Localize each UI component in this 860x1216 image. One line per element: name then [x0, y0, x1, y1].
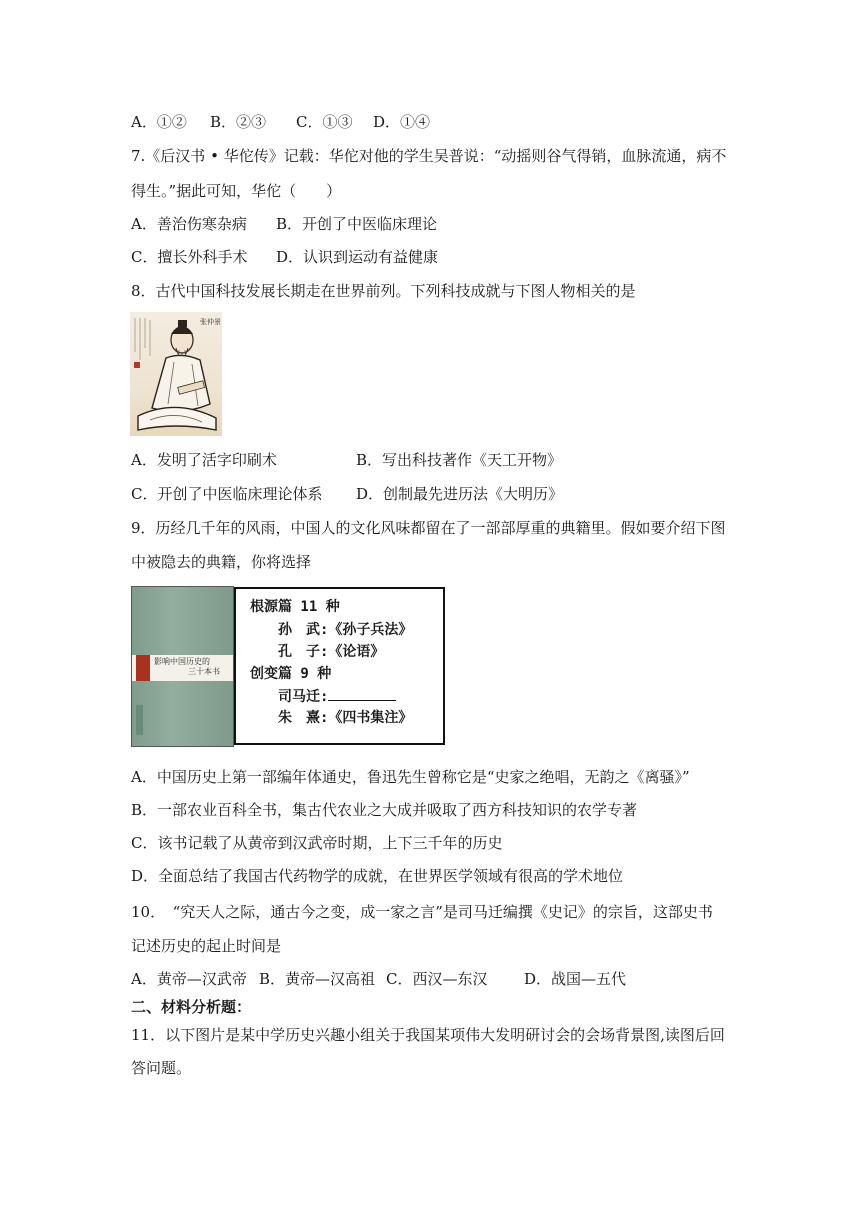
portrait-caption: 张仲景: [200, 318, 221, 326]
q8-option-d: D．创制最先进历法《大明历》: [356, 485, 564, 503]
book-red-mark: [136, 655, 150, 681]
section-2-heading: 二、材料分析题：: [131, 998, 252, 1016]
q8-option-a: A．发明了活字印刷术: [131, 451, 277, 469]
portrait-drawing: [130, 312, 222, 436]
q9-stem-line2: 中被隐去的典籍，你将选择: [131, 553, 312, 571]
toc-line-4: 创变篇 9 种: [250, 666, 332, 682]
toc-line-3: 孔 子:《论语》: [278, 644, 385, 660]
q7-stem-line2: 得生。”据此可知，华佗（ ）: [131, 182, 342, 200]
q10-option-a: A．黄帝—汉武帝: [131, 970, 247, 988]
book-contents-box: [234, 587, 445, 745]
q7-option-a: A．善治伤寒杂病: [131, 215, 247, 233]
toc-line-6: 朱 熹:《四书集注》: [278, 710, 413, 726]
q8-option-c: C．开创了中医临床理论体系: [131, 485, 323, 503]
portrait-image-zhang-zhongjing: [130, 312, 222, 436]
book-cover-image: [131, 586, 234, 747]
q9-option-d: D．全面总结了我国古代药物学的成就，在世界医学领域有很高的学术地位: [131, 867, 624, 885]
q9-option-a: A．中国历史上第一部编年体通史，鲁迅先生曾称它是“史家之绝唱，无韵之《离骚》”: [131, 768, 690, 786]
toc-line-2: 孙 武:《孙子兵法》: [278, 622, 413, 638]
q10-option-d: D．战国—五代: [524, 970, 627, 988]
book-title-1: 影响中国历史的: [154, 657, 210, 666]
q6-option-b: B．②③: [210, 113, 267, 131]
q6-option-d: D．①④: [373, 113, 431, 131]
toc-line-5: [278, 687, 396, 706]
q7-option-b: B．开创了中医临床理论: [276, 215, 438, 233]
q6-option-a: A．①②: [131, 113, 187, 131]
q10-option-c: C．西汉—东汉: [386, 970, 488, 988]
q7-stem-line1: 7.《后汉书 • 华佗传》记载：华佗对他的学生吴普说：“动摇则谷气得销，血脉流通，病不: [131, 147, 727, 165]
q11-stem-line2: 答问题。: [131, 1059, 192, 1077]
q9-option-b: B．一部农业百科全书，集古代农业之大成并吸取了西方科技知识的农学专著: [131, 801, 638, 819]
q8-stem: 8．古代中国科技发展长期走在世界前列。下列科技成就与下图人物相关的是: [131, 282, 636, 300]
toc-hidden-book-blank: [328, 687, 396, 701]
q10-option-b: B．黄帝—汉高祖: [259, 970, 376, 988]
q9-option-c: C．该书记载了从黄帝到汉武帝时期，上下三千年的历史: [131, 834, 503, 852]
toc-line-1: 根源篇 11 种: [250, 599, 340, 615]
q6-option-c: C．①③: [296, 113, 353, 131]
q7-option-d: D．认识到运动有益健康: [276, 248, 439, 266]
book-title-2: 三十本书: [188, 667, 220, 676]
q11-stem-line1: 11．以下图片是某中学历史兴趣小组关于我国某项伟大发明研讨会的会场背景图,读图后回: [131, 1026, 725, 1044]
toc-line-5-text: 司马迁:: [278, 689, 329, 705]
q7-option-c: C．擅长外科手术: [131, 248, 248, 266]
q10-stem-line2: 记述历史的起止时间是: [131, 937, 282, 955]
q10-stem-line1: 10． “究天人之际，通古今之变，成一家之言”是司马迁编撰《史记》的宗旨，这部史书: [131, 903, 713, 921]
q8-option-b: B．写出科技著作《天工开物》: [356, 451, 563, 469]
q9-stem-line1: 9．历经几千年的风雨，中国人的文化风味都留在了一部部厚重的典籍里。假如要介绍下图: [131, 519, 726, 537]
book-spine-mark: [136, 705, 143, 735]
